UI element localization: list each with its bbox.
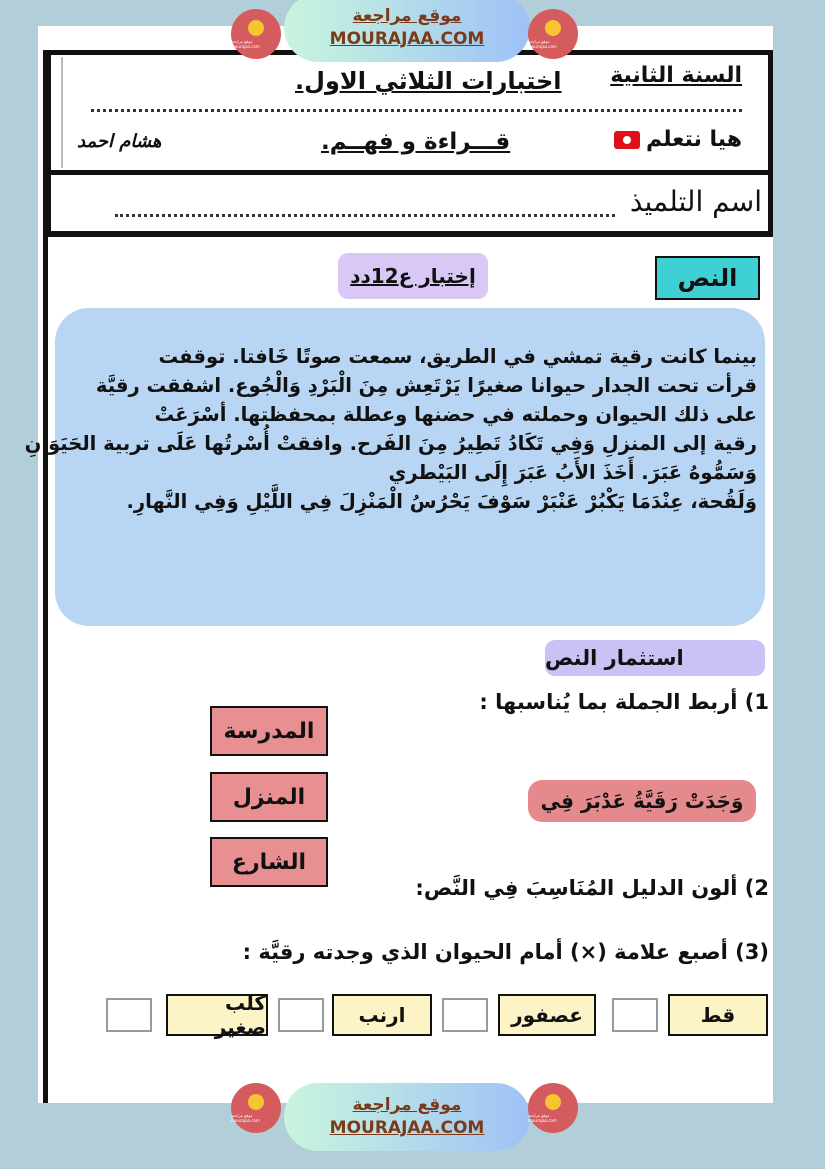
student-name-field[interactable] (115, 214, 615, 217)
dotted-line (91, 109, 742, 112)
student-name-box (46, 175, 773, 237)
logo-text: موقع مراجعة mourajaa.com (231, 1112, 260, 1123)
logo-text: موقع مراجعة mourajaa.com (528, 1112, 557, 1123)
exploit-section-tag: استثمار النص (545, 640, 765, 676)
checkbox-small-dog[interactable] (106, 998, 152, 1032)
option-school[interactable]: المدرسة (210, 706, 328, 756)
watermark-latin: MOURAJAA.COM (329, 1118, 485, 1138)
passage-line: بينما كانت رقية تمشي في الطريق، سمعت صوتًا خَافتا. توقفت (158, 345, 757, 368)
watermark-latin: MOURAJAA.COM (329, 29, 485, 49)
test-number-tag: إختبار ع12دد (338, 253, 488, 299)
site-logo-icon (231, 9, 281, 59)
text-section-tag: النص (655, 256, 760, 300)
reading-passage (24, 308, 765, 626)
header-box (46, 50, 773, 175)
question-3: (3) أصبع علامة (×) أمام الحيوان الذي وجدته رقيَّة : (242, 940, 769, 964)
grade-level: السنة الثانية (610, 63, 742, 88)
watermark-arabic: موقع مراجعة (352, 1095, 462, 1115)
header-inner (61, 57, 756, 168)
watermark-badge-bottom[interactable] (284, 1083, 530, 1151)
match-sentence[interactable]: وَجَدَتْ رَقَيَّةُ عَدْبَرَ فِي (528, 780, 756, 822)
option-home[interactable]: المنزل (210, 772, 328, 822)
animal-small-dog: كلب صغير (166, 994, 268, 1036)
watermark-badge-top[interactable] (284, 0, 530, 62)
option-street[interactable]: الشارع (210, 837, 328, 887)
animal-cat: قط (668, 994, 768, 1036)
book-sun-icon (545, 1094, 561, 1110)
book-sun-icon (248, 1094, 264, 1110)
animal-rabbit: ارنب (332, 994, 432, 1036)
passage-line: رقية إلى المنزلِ وَفِي تَكَادُ تَطِيرُ مِنَ الفَرح. وافقتْ أُسْرتُها عَلَى تربية الحَيَوَانِ (24, 432, 757, 455)
student-name-label: اسم التلميذ (629, 185, 762, 218)
brand-name: هيا نتعلم (645, 127, 742, 152)
brand (614, 127, 742, 152)
logo-text: موقع مراجعة mourajaa.com (231, 38, 260, 49)
animal-bird: عصفور (498, 994, 596, 1036)
passage-line: على ذلك الحيوان وحملته في حضنها وعطلة بمحفظتها. أسْرَعَتْ (154, 403, 757, 426)
site-logo-icon (528, 9, 578, 59)
watermark-arabic: موقع مراجعة (352, 6, 462, 26)
question-2: 2) ألون الدليل المُنَاسِبَ فِي النَّص: (415, 876, 769, 900)
tunisia-flag-icon (614, 131, 640, 149)
checkbox-bird[interactable] (442, 998, 488, 1032)
passage-line: وَلَقُحة، عِنْدَمَا يَكْبُرْ عَنْبَرْ سَوْفَ يَحْرُسُ الْمَنْزِلَ فِي اللَّيْلِ وَفِي النَّهارِ. (126, 490, 757, 513)
checkbox-cat[interactable] (612, 998, 658, 1032)
passage-line: قرأت تحت الجدار حيوانا صغيرًا يَرْتَعِش مِنَ الْبَرْدِ وَالْجُوع. اشفقت رقيَّة (95, 374, 757, 397)
logo-text: موقع مراجعة mourajaa.com (528, 38, 557, 49)
book-sun-icon (545, 20, 561, 36)
book-sun-icon (248, 20, 264, 36)
passage-line: وَسَمُّوهُ عَبَرَ. أَخَذَ الأَبُ عَبَرَ إِلَى البَيْطري (388, 461, 757, 484)
author-name: هشام احمد (77, 131, 162, 152)
exam-title: اختبارات الثلاثي الاول. (295, 67, 562, 95)
site-logo-icon (528, 1083, 578, 1133)
question-1: 1) أربط الجملة بما يُناسبها : (479, 690, 769, 714)
checkbox-rabbit[interactable] (278, 998, 324, 1032)
site-logo-icon (231, 1083, 281, 1133)
subject-title: قـــراءة و فهــم. (321, 129, 511, 155)
